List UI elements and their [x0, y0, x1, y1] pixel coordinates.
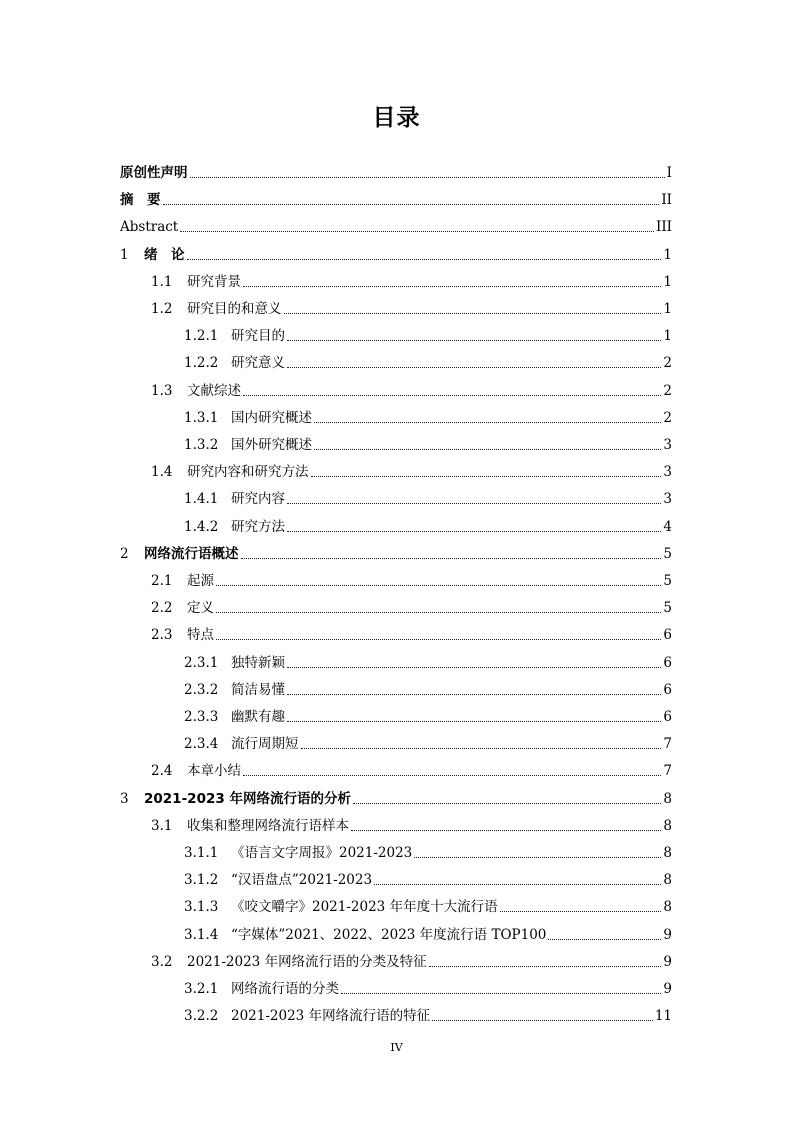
toc-entry-title: 特点 — [187, 627, 214, 644]
toc-entry-page: 5 — [663, 600, 672, 617]
toc-entry-page: 5 — [663, 573, 672, 589]
toc-entry-title: 研究意义 — [231, 355, 285, 372]
toc-entry-number: 2.3 — [151, 627, 173, 644]
toc-entry-page: 1 — [663, 328, 672, 345]
toc-entry-title: 本章小结 — [187, 763, 241, 780]
toc-entry[interactable] — [184, 1001, 672, 1025]
toc-entry-page: 2 — [663, 382, 672, 399]
dot-leader — [341, 993, 661, 994]
toc-entry-number: 2.3.3 — [184, 709, 219, 725]
toc-entry-page: 2 — [663, 355, 672, 372]
toc-entry[interactable] — [184, 403, 672, 427]
dot-leader — [414, 857, 661, 858]
dot-leader — [287, 503, 661, 504]
toc-entry-title: 原创性声明 — [120, 165, 188, 181]
dot-leader — [287, 340, 661, 341]
page-number: IV — [390, 1041, 403, 1054]
toc-entry-page: 6 — [663, 654, 672, 671]
toc-entry[interactable] — [120, 240, 672, 264]
toc-entry-number: 3.2 — [151, 953, 173, 970]
toc-entry[interactable] — [184, 920, 672, 944]
toc-entry[interactable] — [151, 267, 672, 291]
toc-entry-title: 研究内容 — [231, 491, 285, 508]
toc-entry-title: 网络流行语概述 — [144, 545, 239, 562]
toc-entry-page: 6 — [663, 681, 672, 698]
dot-leader — [311, 476, 662, 477]
toc-entry[interactable] — [151, 376, 672, 400]
toc-entry[interactable] — [151, 593, 672, 617]
toc-entry[interactable] — [184, 512, 672, 536]
toc-entry-number: 2.3.2 — [184, 681, 219, 698]
toc-entry[interactable] — [184, 865, 672, 889]
toc-entry[interactable] — [184, 892, 672, 916]
toc-entry-title: 文献综述 — [187, 382, 241, 399]
toc-entry-title: 收集和整理网络流行语样本 — [187, 817, 349, 834]
toc-entry-number: 1.2.2 — [184, 355, 219, 372]
toc-entry[interactable] — [184, 974, 672, 998]
toc-entry-page: 7 — [663, 736, 672, 753]
toc-entry-number: 3.1.4 — [184, 926, 219, 943]
toc-entry[interactable] — [184, 484, 672, 508]
toc-entry-number: 3 — [120, 790, 129, 807]
dot-leader — [314, 422, 661, 423]
toc-entry-title: 研究目的 — [231, 328, 285, 345]
dot-leader — [301, 748, 662, 749]
dot-leader — [190, 177, 665, 178]
toc-entry-page: III — [656, 219, 672, 236]
dot-leader — [314, 449, 661, 450]
toc-entry[interactable] — [120, 158, 672, 182]
toc-entry-number: 1.3.2 — [184, 437, 219, 453]
dot-leader — [216, 612, 661, 613]
toc-entry[interactable] — [151, 294, 672, 318]
toc-entry-title: 流行周期短 — [231, 736, 299, 753]
dot-leader — [432, 1020, 653, 1021]
toc-entry[interactable] — [120, 784, 672, 808]
dot-leader — [287, 694, 661, 695]
dot-leader — [187, 259, 662, 260]
toc-entry[interactable] — [151, 457, 672, 481]
toc-entry-title: 研究背景 — [187, 273, 241, 290]
toc-entry-title: 2021-2023 年网络流行语的特征 — [231, 1008, 431, 1025]
toc-entry-page: 1 — [663, 246, 672, 263]
toc-entry-page: 9 — [663, 926, 672, 943]
toc-entry-title: 定义 — [187, 600, 214, 617]
dot-leader — [287, 531, 661, 532]
dot-leader — [287, 667, 661, 668]
dot-leader — [500, 911, 662, 912]
toc-entry-title: 起源 — [187, 573, 214, 589]
toc-entry-page: 9 — [663, 953, 672, 970]
toc-entry-number: 3.1.3 — [184, 899, 219, 916]
dot-leader — [353, 803, 661, 804]
toc-entry-title: “字媒体”2021、2022、2023 年度流行语 TOP100 — [231, 926, 547, 943]
toc-entry-number: 2.2 — [151, 600, 173, 617]
toc-entry-number: 1.4.1 — [184, 491, 219, 508]
toc-entry-title: “汉语盘点”2021-2023 — [231, 872, 373, 889]
toc-entry-title: Abstract — [120, 219, 179, 236]
dot-leader — [243, 286, 661, 287]
toc-entry-page: 11 — [654, 1008, 672, 1025]
toc-entry-number: 2.3.4 — [184, 736, 219, 753]
toc-entry-number: 1 — [120, 246, 129, 263]
toc-entry-number: 1.2 — [151, 301, 173, 317]
toc-entry[interactable] — [151, 811, 672, 835]
toc-entry[interactable] — [151, 620, 672, 644]
toc-entry-number: 3.1.2 — [184, 872, 219, 889]
toc-entry-title: 网络流行语的分类 — [231, 981, 339, 997]
toc-entry-title: 简洁易懂 — [231, 681, 285, 698]
toc-entry[interactable] — [184, 348, 672, 372]
toc-entry-number: 3.2.2 — [184, 1008, 219, 1025]
dot-leader — [241, 558, 662, 559]
toc-entry-page: 8 — [663, 790, 672, 807]
toc-entry-page: 2 — [663, 409, 672, 426]
toc-entry-page: 1 — [663, 301, 672, 317]
toc-entry-title: 研究内容和研究方法 — [187, 464, 309, 481]
toc-entry-page: 1 — [663, 273, 672, 290]
toc-entry-title: 研究方法 — [231, 518, 285, 535]
toc-entry-page: 7 — [663, 763, 672, 780]
toc-entry-number: 2 — [120, 545, 129, 562]
toc-entry[interactable] — [120, 185, 672, 209]
toc-entry-number: 1.3 — [151, 382, 173, 399]
toc-entry-page: 6 — [663, 627, 672, 644]
toc-entry-page: 5 — [663, 545, 672, 562]
toc-entry-title: 独特新颖 — [231, 654, 285, 671]
toc-entry[interactable] — [184, 430, 672, 454]
toc-entry-page: 8 — [663, 817, 672, 834]
toc-entry-page: 8 — [663, 872, 672, 889]
toc-entry-page: 6 — [663, 709, 672, 725]
toc-entry-number: 3.1 — [151, 817, 173, 834]
toc-entry-number: 3.1.1 — [184, 845, 219, 861]
toc-entry[interactable] — [120, 212, 672, 236]
toc-entry-title: 国外研究概述 — [231, 437, 312, 453]
dot-leader — [284, 313, 662, 314]
toc-entry-number: 1.3.1 — [184, 409, 219, 426]
toc-entry[interactable] — [151, 947, 672, 971]
toc-entry-title: 《咬文嚼字》2021-2023 年年度十大流行语 — [231, 899, 498, 916]
dot-leader — [429, 966, 662, 967]
toc-entry-page: II — [661, 192, 672, 209]
toc-entry-title: 2021-2023 年网络流行语的分析 — [144, 790, 351, 807]
toc-entry-title: 研究目的和意义 — [187, 301, 282, 317]
toc-entry-number: 2.1 — [151, 573, 173, 589]
toc-entry-number: 2.4 — [151, 763, 173, 780]
toc-entry-title: 绪 论 — [144, 246, 185, 263]
dot-leader — [287, 721, 661, 722]
toc-entry-number: 1.2.1 — [184, 328, 219, 345]
toc-entry[interactable] — [184, 702, 672, 726]
toc-entry-title: 《语言文字周报》2021-2023 — [231, 845, 413, 861]
dot-leader — [163, 204, 660, 205]
toc-entry[interactable] — [151, 566, 672, 590]
toc-entry-number: 1.4.2 — [184, 518, 219, 535]
dot-leader — [548, 939, 661, 940]
dot-leader — [351, 830, 661, 831]
toc-entry[interactable] — [151, 756, 672, 780]
dot-leader — [243, 395, 661, 396]
toc-entry-number: 3.2.1 — [184, 981, 219, 997]
toc-entry-page: 4 — [663, 518, 672, 535]
toc-entry-number: 1.4 — [151, 464, 173, 481]
toc-entry-page: 3 — [663, 491, 672, 508]
toc-entry-number: 1.1 — [151, 273, 173, 290]
toc-entry-page: 3 — [663, 464, 672, 481]
toc-entry[interactable] — [184, 838, 672, 862]
toc-entry-number: 2.3.1 — [184, 654, 219, 671]
toc-entry[interactable] — [184, 729, 672, 753]
toc-entry-page: I — [666, 165, 672, 181]
toc-entry[interactable] — [184, 648, 672, 672]
toc-entry-page: 3 — [663, 437, 672, 453]
toc-entry[interactable] — [184, 321, 672, 345]
dot-leader — [243, 775, 661, 776]
toc-entry-title: 国内研究概述 — [231, 409, 312, 426]
toc-entry-title: 摘 要 — [120, 192, 161, 209]
toc-entry-page: 8 — [663, 845, 672, 861]
dot-leader — [287, 367, 661, 368]
toc-entry-page: 8 — [663, 899, 672, 916]
dot-leader — [216, 585, 661, 586]
toc-entry-title: 2021-2023 年网络流行语的分类及特征 — [187, 953, 427, 970]
toc-entry-title: 幽默有趣 — [231, 709, 285, 725]
toc-title: 目录 — [372, 105, 421, 131]
dot-leader — [374, 884, 661, 885]
toc-entry[interactable] — [184, 675, 672, 699]
toc-entry-page: 9 — [663, 981, 672, 997]
toc-entry[interactable] — [120, 539, 672, 563]
dot-leader — [180, 231, 654, 232]
dot-leader — [216, 639, 661, 640]
